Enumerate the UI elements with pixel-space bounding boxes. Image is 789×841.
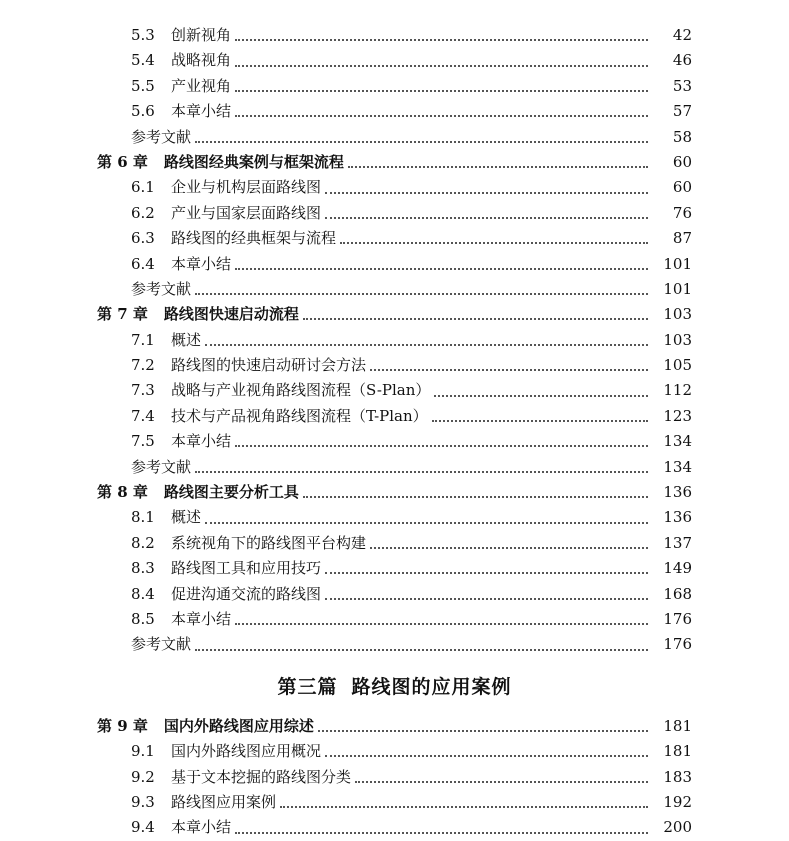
toc-entry-number: 7.5 <box>131 432 155 451</box>
toc-entry-lead <box>0 556 321 581</box>
toc-chapter-row[interactable] <box>0 714 789 739</box>
toc-section-list <box>0 23 789 658</box>
toc-entry-number: 9.1 <box>131 742 155 761</box>
toc-section-row[interactable] <box>0 556 789 581</box>
toc-entry-number: 9.3 <box>131 792 155 811</box>
toc-entry-title: 国内外路线图应用概况 <box>171 742 322 761</box>
dot-leader <box>325 191 648 194</box>
toc-entry-page-number: 176 <box>663 635 692 654</box>
toc-entry-title: 系统视角下的路线图平台构建 <box>171 533 367 552</box>
toc-entry-lead <box>0 302 299 327</box>
toc-entry-page-number: 181 <box>663 716 692 735</box>
toc-entry-page-number: 87 <box>672 229 692 248</box>
toc-entry-page-number: 103 <box>663 330 692 349</box>
toc-references-row[interactable] <box>0 455 789 480</box>
toc-entry-title: 路线图主要分析工具 <box>163 483 299 502</box>
dot-leader <box>348 165 648 168</box>
toc-entry-title: 企业与机构层面路线图 <box>171 178 322 197</box>
toc-entry-lead <box>0 150 344 175</box>
dot-leader <box>325 571 648 574</box>
toc-entry-lead <box>0 328 201 353</box>
dot-leader <box>235 64 648 67</box>
toc-entry-number: 5.5 <box>131 76 155 95</box>
toc-section-row[interactable] <box>0 74 789 99</box>
dot-leader <box>340 241 648 244</box>
toc-entry-lead <box>0 480 299 505</box>
toc-entry-lead <box>0 765 351 790</box>
toc-entry-lead <box>0 353 366 378</box>
toc-section-row[interactable] <box>0 607 789 632</box>
toc-entry-page-number: 76 <box>672 203 692 222</box>
toc-entry-title: 参考文献 <box>131 635 192 654</box>
toc-section-row[interactable] <box>0 23 789 48</box>
toc-entry-title: 促进沟通交流的路线图 <box>171 584 322 603</box>
toc-entry-page-number: 58 <box>672 127 692 146</box>
dot-leader <box>370 368 648 371</box>
toc-entry-title: 国内外路线图应用综述 <box>163 716 314 735</box>
part-heading-title: 路线图的应用案例 <box>351 676 512 699</box>
dot-leader <box>235 89 648 92</box>
toc-entry-title: 本章小结 <box>171 818 232 837</box>
toc-entry-title: 产业视角 <box>171 76 232 95</box>
toc-entry-title: 参考文献 <box>131 457 192 476</box>
toc-entry-page-number: 200 <box>663 818 692 837</box>
toc-entry-lead <box>0 582 321 607</box>
part-heading <box>0 658 789 714</box>
toc-entry-number: 8.5 <box>131 609 155 628</box>
toc-entry-lead <box>0 790 276 815</box>
toc-chapter-row[interactable] <box>0 302 789 327</box>
toc-entry-number: 8.2 <box>131 533 155 552</box>
toc-entry-lead <box>0 125 191 150</box>
toc-entry-lead <box>0 632 191 657</box>
toc-entry-page-number: 134 <box>663 432 692 451</box>
toc-section-row[interactable] <box>0 429 789 454</box>
dot-leader <box>303 495 648 498</box>
toc-entry-title: 路线图的经典框架与流程 <box>171 229 337 248</box>
toc-section-row[interactable] <box>0 226 789 251</box>
toc-entry-lead <box>0 201 321 226</box>
toc-entry-title: 路线图的快速启动研讨会方法 <box>171 356 367 375</box>
toc-section-row[interactable] <box>0 328 789 353</box>
toc-entry-title: 本章小结 <box>171 609 232 628</box>
toc-entry-title: 路线图经典案例与框架流程 <box>163 152 344 171</box>
toc-entry-lead <box>0 74 231 99</box>
toc-references-row[interactable] <box>0 277 789 302</box>
toc-entry-title: 参考文献 <box>131 127 192 146</box>
toc-entry-number: 8.1 <box>131 508 155 527</box>
toc-section-row[interactable] <box>0 765 789 790</box>
toc-entry-title: 本章小结 <box>171 432 232 451</box>
toc-entry-number: 第 7 章 <box>97 305 148 324</box>
toc-entry-lead <box>0 252 231 277</box>
toc-entry-page-number: 168 <box>663 584 692 603</box>
toc-entry-lead <box>0 607 231 632</box>
toc-entry-page-number: 101 <box>663 254 692 273</box>
toc-entry-lead <box>0 226 336 251</box>
toc-entry-number: 第 8 章 <box>97 483 148 502</box>
toc-entry-page-number: 42 <box>672 26 692 44</box>
toc-entry-page-number: 103 <box>663 305 692 324</box>
dot-leader <box>195 648 648 651</box>
toc-entry-title: 概述 <box>171 330 202 349</box>
toc-section-row[interactable] <box>0 99 789 124</box>
toc-section-row[interactable] <box>0 531 789 556</box>
toc-entry-number: 6.2 <box>131 203 155 222</box>
toc-section-list <box>0 714 789 841</box>
dot-leader <box>280 805 648 808</box>
toc-section-row[interactable] <box>0 739 789 764</box>
toc-entry-page-number: 101 <box>663 279 692 298</box>
toc-entry-number: 8.3 <box>131 559 155 578</box>
toc-entry-lead <box>0 739 321 764</box>
toc-entry-number: 5.6 <box>131 102 155 121</box>
toc-entry-lead <box>0 429 231 454</box>
dot-leader <box>325 597 648 600</box>
toc-entry-number: 7.4 <box>131 406 155 425</box>
dot-leader <box>303 317 648 320</box>
toc-chapter-row[interactable] <box>0 480 789 505</box>
toc-chapter-row[interactable] <box>0 150 789 175</box>
part-heading-label: 第三篇 <box>277 676 338 699</box>
toc-entry-number: 6.4 <box>131 254 155 273</box>
dot-leader <box>235 114 648 117</box>
toc-entry-lead <box>0 455 191 480</box>
toc-entry-page-number: 192 <box>663 792 692 811</box>
toc-entry-title: 本章小结 <box>171 102 232 121</box>
toc-entry-title: 战略视角 <box>171 51 232 70</box>
toc-entry-page-number: 60 <box>672 152 692 171</box>
toc-entry-number: 6.1 <box>131 178 155 197</box>
toc-entry-title: 路线图快速启动流程 <box>163 305 299 324</box>
dot-leader <box>355 780 648 783</box>
toc-entry-title: 产业与国家层面路线图 <box>171 203 322 222</box>
toc-entry-page-number: 176 <box>663 609 692 628</box>
toc-entry-page-number: 123 <box>663 406 692 425</box>
toc-entry-page-number: 112 <box>663 381 692 400</box>
dot-leader <box>235 38 648 41</box>
toc-entry-lead <box>0 378 430 403</box>
toc-entry-lead <box>0 505 201 530</box>
toc-entry-page-number: 134 <box>663 457 692 476</box>
toc-entry-title: 概述 <box>171 508 202 527</box>
toc-entry-lead <box>0 714 314 739</box>
toc-entry-lead <box>0 99 231 124</box>
toc-entry-title: 路线图工具和应用技巧 <box>171 559 322 578</box>
toc-entry-page-number: 137 <box>663 533 692 552</box>
dot-leader <box>205 521 648 524</box>
toc-entry-title: 基于文本挖掘的路线图分类 <box>171 767 352 786</box>
toc-section-row[interactable] <box>0 48 789 73</box>
toc-entry-title: 参考文献 <box>131 279 192 298</box>
toc-entry-number: 9.2 <box>131 767 155 786</box>
toc-section-row[interactable] <box>0 790 789 815</box>
toc-entry-title: 路线图应用案例 <box>171 792 277 811</box>
dot-leader <box>205 343 648 346</box>
toc-entry-number: 第 6 章 <box>97 152 148 171</box>
toc-entry-lead <box>0 277 191 302</box>
table-of-contents <box>0 23 789 841</box>
toc-entry-page-number: 53 <box>672 76 692 95</box>
toc-entry-number: 8.4 <box>131 584 155 603</box>
toc-section-row[interactable] <box>0 404 789 429</box>
toc-entry-page-number: 57 <box>672 102 692 121</box>
toc-entry-lead <box>0 23 231 48</box>
toc-entry-lead <box>0 48 231 73</box>
toc-entry-lead <box>0 531 366 556</box>
toc-entry-title: 本章小结 <box>171 254 232 273</box>
toc-entry-number: 第 9 章 <box>97 716 148 735</box>
toc-section-row[interactable] <box>0 353 789 378</box>
toc-entry-lead <box>0 815 231 840</box>
toc-entry-title: 战略与产业视角路线图流程（S-Plan） <box>171 381 431 400</box>
toc-entry-number: 7.3 <box>131 381 155 400</box>
toc-entry-page-number: 183 <box>663 767 692 786</box>
toc-entry-number: 7.1 <box>131 330 155 349</box>
toc-section-row[interactable] <box>0 505 789 530</box>
toc-entry-lead <box>0 404 428 429</box>
toc-entry-number: 5.3 <box>131 26 155 44</box>
toc-entry-page-number: 136 <box>663 508 692 527</box>
toc-references-row[interactable] <box>0 125 789 150</box>
dot-leader <box>434 394 648 397</box>
toc-entry-page-number: 181 <box>663 742 692 761</box>
toc-entry-lead <box>0 175 321 200</box>
dot-leader <box>235 444 648 447</box>
dot-leader <box>195 292 648 295</box>
toc-entry-page-number: 46 <box>672 51 692 70</box>
toc-entry-page-number: 60 <box>672 178 692 197</box>
toc-entry-number: 7.2 <box>131 356 155 375</box>
toc-entry-page-number: 149 <box>663 559 692 578</box>
dot-leader <box>235 831 648 834</box>
toc-section-row[interactable] <box>0 378 789 403</box>
toc-entry-title: 创新视角 <box>171 26 232 44</box>
dot-leader <box>325 216 648 219</box>
dot-leader <box>235 622 648 625</box>
toc-section-row[interactable] <box>0 252 789 277</box>
toc-entry-number: 6.3 <box>131 229 155 248</box>
dot-leader <box>318 729 648 732</box>
dot-leader <box>235 267 648 270</box>
toc-section-row[interactable] <box>0 582 789 607</box>
dot-leader <box>195 140 648 143</box>
toc-entry-title: 技术与产品视角路线图流程（T-Plan） <box>171 406 428 425</box>
toc-entry-number: 5.4 <box>131 51 155 70</box>
toc-entry-number: 9.4 <box>131 818 155 837</box>
toc-entry-page-number: 136 <box>663 483 692 502</box>
dot-leader <box>432 419 648 422</box>
dot-leader <box>325 754 648 757</box>
toc-section-row[interactable] <box>0 201 789 226</box>
toc-references-row[interactable] <box>0 632 789 657</box>
toc-section-row[interactable] <box>0 175 789 200</box>
toc-entry-page-number: 105 <box>663 356 692 375</box>
dot-leader <box>370 546 648 549</box>
toc-section-row[interactable] <box>0 815 789 840</box>
dot-leader <box>195 470 648 473</box>
